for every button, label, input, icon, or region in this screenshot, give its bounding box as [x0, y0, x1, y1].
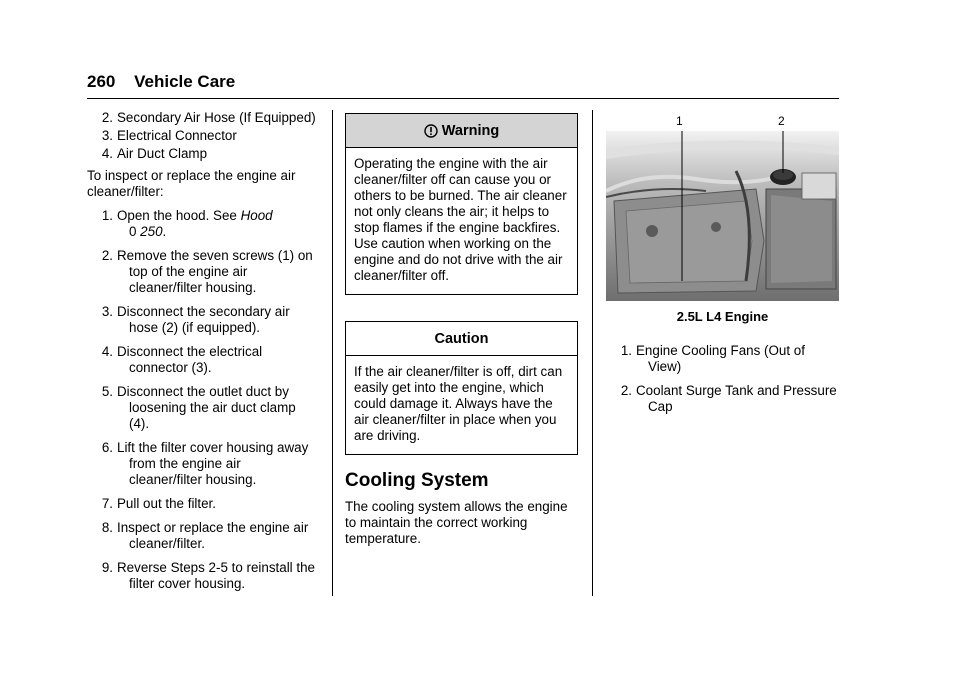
page-reference-link[interactable]: 250 [140, 224, 163, 239]
step-1: 1. Open the hood. See Hood 0 250. [101, 208, 273, 239]
caution-title: Caution [434, 330, 489, 347]
warning-box [345, 113, 578, 295]
cooling-system-heading: Cooling System [345, 470, 489, 491]
column-2 [345, 113, 578, 547]
list-item: 3. Electrical Connector [101, 128, 237, 143]
engine-bay-photo [606, 131, 839, 301]
list-item: 6. Lift the filter cover housing away from the engine air cleaner/filter housing. [101, 440, 309, 487]
warning-text: Operating the engine with the air cleaner/filter off can cause you or others to be burned. The air cleaner not only cleans the air; it helps to stop flames if the engine backfires. Use caution when working on the engine and do not drive with the air cleaner/filter off. [354, 156, 567, 283]
figure-caption: 2.5L L4 Engine [676, 309, 769, 324]
caution-text: If the air cleaner/filter is off, dirt can easily get into the engine, which could damage it. Always have the air cleaner/filter in place when you are driving. [354, 364, 563, 443]
warning-icon [424, 124, 438, 138]
caution-header [346, 322, 577, 356]
figure-legend [606, 343, 839, 415]
column-1 [87, 110, 317, 600]
callout-1: 1 [676, 114, 683, 128]
warning-title: Warning [441, 122, 500, 139]
engine-figure [606, 113, 839, 303]
list-item: 8. Inspect or replace the engine air cleaner/filter. [101, 520, 309, 551]
warning-header [346, 114, 577, 148]
list-item: 5. Disconnect the outlet duct by loosening the air duct clamp (4). [101, 384, 296, 431]
column-divider-1 [332, 110, 333, 596]
list-item: 4. Air Duct Clamp [101, 146, 208, 161]
list-item: 3. Disconnect the secondary air hose (2) (if equipped). [101, 304, 290, 335]
caution-box [345, 321, 578, 455]
list-item: 2. Secondary Air Hose (If Equipped) [101, 110, 316, 125]
list-item: 2. Coolant Surge Tank and Pressure Cap [620, 383, 837, 414]
page-number: 260 [87, 72, 116, 91]
parts-list [87, 110, 317, 162]
cooling-system-text: The cooling system allows the engine to maintain the correct working temperature. [345, 499, 568, 546]
hood-reference-link[interactable]: Hood [240, 208, 273, 223]
list-item: 9. Reverse Steps 2-5 to reinstall the filter cover housing. [101, 560, 315, 591]
page-header [87, 72, 235, 92]
procedure-intro: To inspect or replace the engine air cleaner/filter: [87, 168, 296, 199]
column-3 [606, 113, 839, 423]
section-title: Vehicle Care [134, 72, 236, 91]
list-item: 1. Engine Cooling Fans (Out of View) [620, 343, 805, 374]
list-item: 7. Pull out the filter. [101, 496, 216, 511]
column-divider-2 [592, 110, 593, 596]
header-rule [87, 98, 839, 99]
list-item: 2. Remove the seven screws (1) on top of the engine air cleaner/filter housing. [101, 248, 313, 295]
callout-2: 2 [778, 114, 785, 128]
procedure-steps [87, 208, 317, 592]
list-item: 4. Disconnect the electrical connector (3). [101, 344, 263, 375]
